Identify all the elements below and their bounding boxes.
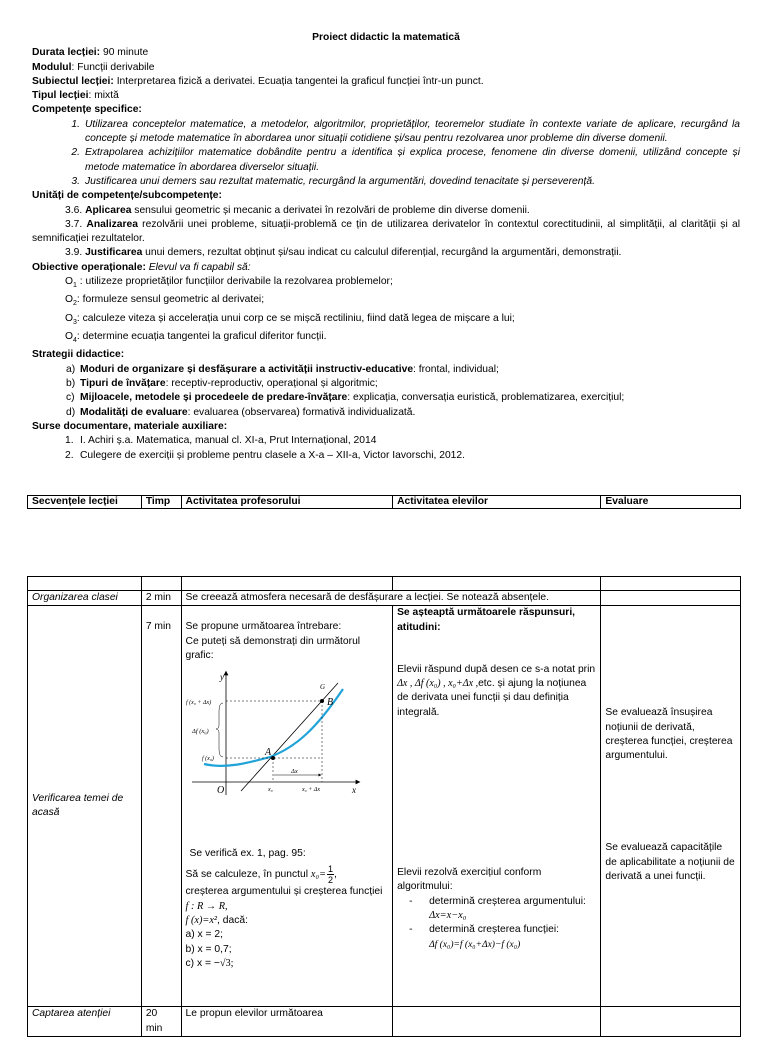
competente-heading: Competențe specifice: — [32, 104, 142, 116]
svg-text:f (x₀): f (x₀) — [201, 756, 214, 763]
header-secvente: Secvențele lecției — [28, 496, 142, 509]
list-item: - determină creșterea funcției: Δf (x₀)=f (x₀+Δx)−f (x₀) — [409, 924, 559, 950]
table-row — [28, 1007, 741, 1037]
table-row — [28, 606, 741, 1007]
unitate-3-9: 3.9. Justificarea unui demers, rezultat obținut și/sau indicat cu calculul diferențial, recurgând la argumentări, demonstrații. — [65, 247, 622, 259]
obiectiv-o1: $O_1$ : utilizeze proprietăților funcțiilor derivabile la rezolvarea problemelor; — [65, 276, 393, 290]
svg-text:f (x₀ + Δx): f (x₀ + Δx) — [185, 700, 211, 707]
svg-text:x₀: x₀ — [267, 787, 273, 794]
point-b — [320, 699, 324, 703]
list-item: 3. Justificarea unui demers sau rezultat matematic, recurgând la argumentări, dovedind tenacitate și perseverență. — [71, 175, 595, 187]
meta-subject: Subiectul lecției: Interpretarea fizică a derivatei. Ecuația tangentei la graficul funcției într-un punct. — [32, 75, 484, 87]
prof-captare: Le propun elevilor următoarea — [181, 1007, 393, 1037]
svg-text:Δf (x₀): Δf (x₀) — [191, 728, 209, 736]
list-item: 1. I. Achiri ș.a. Matematica, manual cl. XI-a, Prut Internațional, 2014 — [65, 435, 377, 447]
lesson-table — [27, 576, 741, 1037]
obiectiv-o3: $O_3$: calculeze viteza și accelerația unui corp ce se mișcă rectiliniu, fiind dată legea de mișcare a lui; — [65, 312, 515, 326]
list-item: a) Moduri de organizare și desfășurare a activității instructiv-educative: frontal, individual; — [66, 363, 499, 375]
header-elevi: Activitatea elevilor — [393, 496, 601, 509]
list-item: 1. Utilizarea conceptelor matematice, a metodelor, algoritmilor, proprietăților, teoremelor studiate în contexte variate de aplicare, recurgând la concepte și metode matematice în abordarea unor situații cotidiene și/sau pentru rezolvarea unor probleme din diverse domenii. — [71, 118, 740, 145]
table-row — [28, 577, 741, 591]
list-item: 2. Culegere de exerciții și probleme pentru clasele a X-a – XII-a, Victor Iavorschi, 2012. — [65, 449, 465, 461]
svg-text:Δx: Δx — [290, 768, 298, 776]
table-row — [28, 591, 741, 606]
document-page — [32, 31, 740, 463]
seq-organizare: Organizarea clasei — [28, 591, 142, 606]
prof-organizare: Se creează atmosfera necesară de desfășurare a lecției. Se notează absențele. — [181, 591, 601, 606]
lesson-table-header — [27, 495, 741, 509]
point-a — [271, 756, 275, 760]
obiective-heading: Obiective operaționale: Elevul va fi capabil să: — [32, 261, 251, 273]
meta-duration: Durata lecției: 90 minute — [32, 47, 149, 59]
seq-verificare: Verificarea temei de acasă — [28, 606, 142, 1007]
list-item: b) Tipuri de învățare: receptiv-reproductiv, operațional și algoritmic; — [66, 378, 378, 390]
header-profesor: Activitatea profesorului — [181, 496, 393, 509]
svg-text:x₀ + Δx: x₀ + Δx — [301, 787, 320, 794]
svg-text:y: y — [219, 672, 224, 683]
svg-text:G: G — [319, 683, 325, 692]
meta-type: Tipul lecției: mixtă — [32, 90, 119, 102]
surse-heading: Surse documentare, materiale auxiliare: — [32, 420, 228, 432]
seq-captare: Captarea atenției — [28, 1007, 142, 1037]
time-verificare: 7 min — [141, 606, 181, 1007]
header-timp: Timp — [141, 496, 181, 509]
svg-text:A: A — [264, 747, 271, 759]
strategii-list — [32, 363, 740, 420]
list-item: c) Mijloacele, metodele și procedeele de predare-învățare: explicația, conversația euristică, problematizarea, exercițiul; — [66, 392, 625, 404]
derivative-graph — [186, 669, 366, 801]
list-item: 2. Extrapolarea achizițiilor matematice dobândite pentru a identifica și explica procese, fenomene din diverse domenii, utilizând concepte și metode matematice în abordarea diverselor situații. — [71, 147, 740, 173]
prof-verificare: Se propune următoarea întrebare: Ce puteți să demonstrați din următorul grafic: y x O A B G f (x₀ + Δx) Δf (x₀) f (x₀) x₀ x₀ + Δx Δx Se verifică ex. 1, pag. 95: Să se calculeze, în punctul x₀= $\frac{1}{2}$ , creșterea argumentului și creșterea funcției f : R → R, f (x)=x², dacă: a) x = 2; b) x = 0,7; c) x = −√3; — [181, 606, 393, 1007]
meta-module: Modulul: Funcții derivabile — [32, 61, 155, 73]
evaluare-verificare: Se evaluează însușirea noțiunii de derivată, creșterea funcției, creșterea argumentului. Se evaluează capacitățile de aplicabilitate a noțiunii de derivată a unei funcții. — [601, 606, 741, 1007]
elev-verificare: Se așteaptă următoarele răspunsuri, atitudini: Elevii răspund după desen ce s-a notat prin Δx , Δf (x₀) , x₀+Δx ,etc. și ajung la noțiunea de derivata unei funcții și dau definiția integrală. Elevii rezolvă exercițiul conform algoritmului: - determină creșterea argumentului: Δx=x−x₀ - determină creșterea funcției: Δf (x₀)=f (x₀+Δx)−f (x₀) — [393, 606, 601, 1007]
list-item: d) Modalități de evaluare: evaluarea (observarea) formativă individualizată. — [66, 406, 416, 418]
unitate-3-6: 3.6. Aplicarea sensului geometric și mecanic a derivatei în rezolvări de probleme din diverse domenii. — [65, 204, 530, 216]
document-title: Proiect didactic la matematică — [312, 32, 460, 43]
surse-list — [32, 434, 740, 463]
time-organizare: 2 min — [141, 591, 181, 606]
svg-text:O: O — [216, 785, 224, 797]
strategii-heading: Strategii didactice: — [32, 349, 125, 361]
competente-list — [32, 118, 740, 189]
list-item: - determină creșterea argumentului: Δx=x−x₀ — [409, 895, 586, 921]
obiectiv-o2: $O_2$: formuleze sensul geometric al derivatei; — [65, 294, 265, 308]
svg-text:B: B — [326, 697, 333, 709]
unitate-3-7: 3.7. Analizarea rezolvării unei probleme, situații-problemă ce țin de utilizarea derivatelor în contextul corectitudinii, al simplității, al clarității și al semnificației rezultatelor. — [32, 218, 740, 245]
obiectiv-o4: $O_4$: determine ecuația tangentei la graficul diferitor funcții. — [65, 331, 327, 345]
svg-text:x: x — [351, 785, 356, 796]
header-evaluare: Evaluare — [601, 496, 741, 509]
time-captare: 20 min — [141, 1007, 181, 1037]
unitati-heading: Unități de competențe/subcompetențe: — [32, 190, 222, 202]
